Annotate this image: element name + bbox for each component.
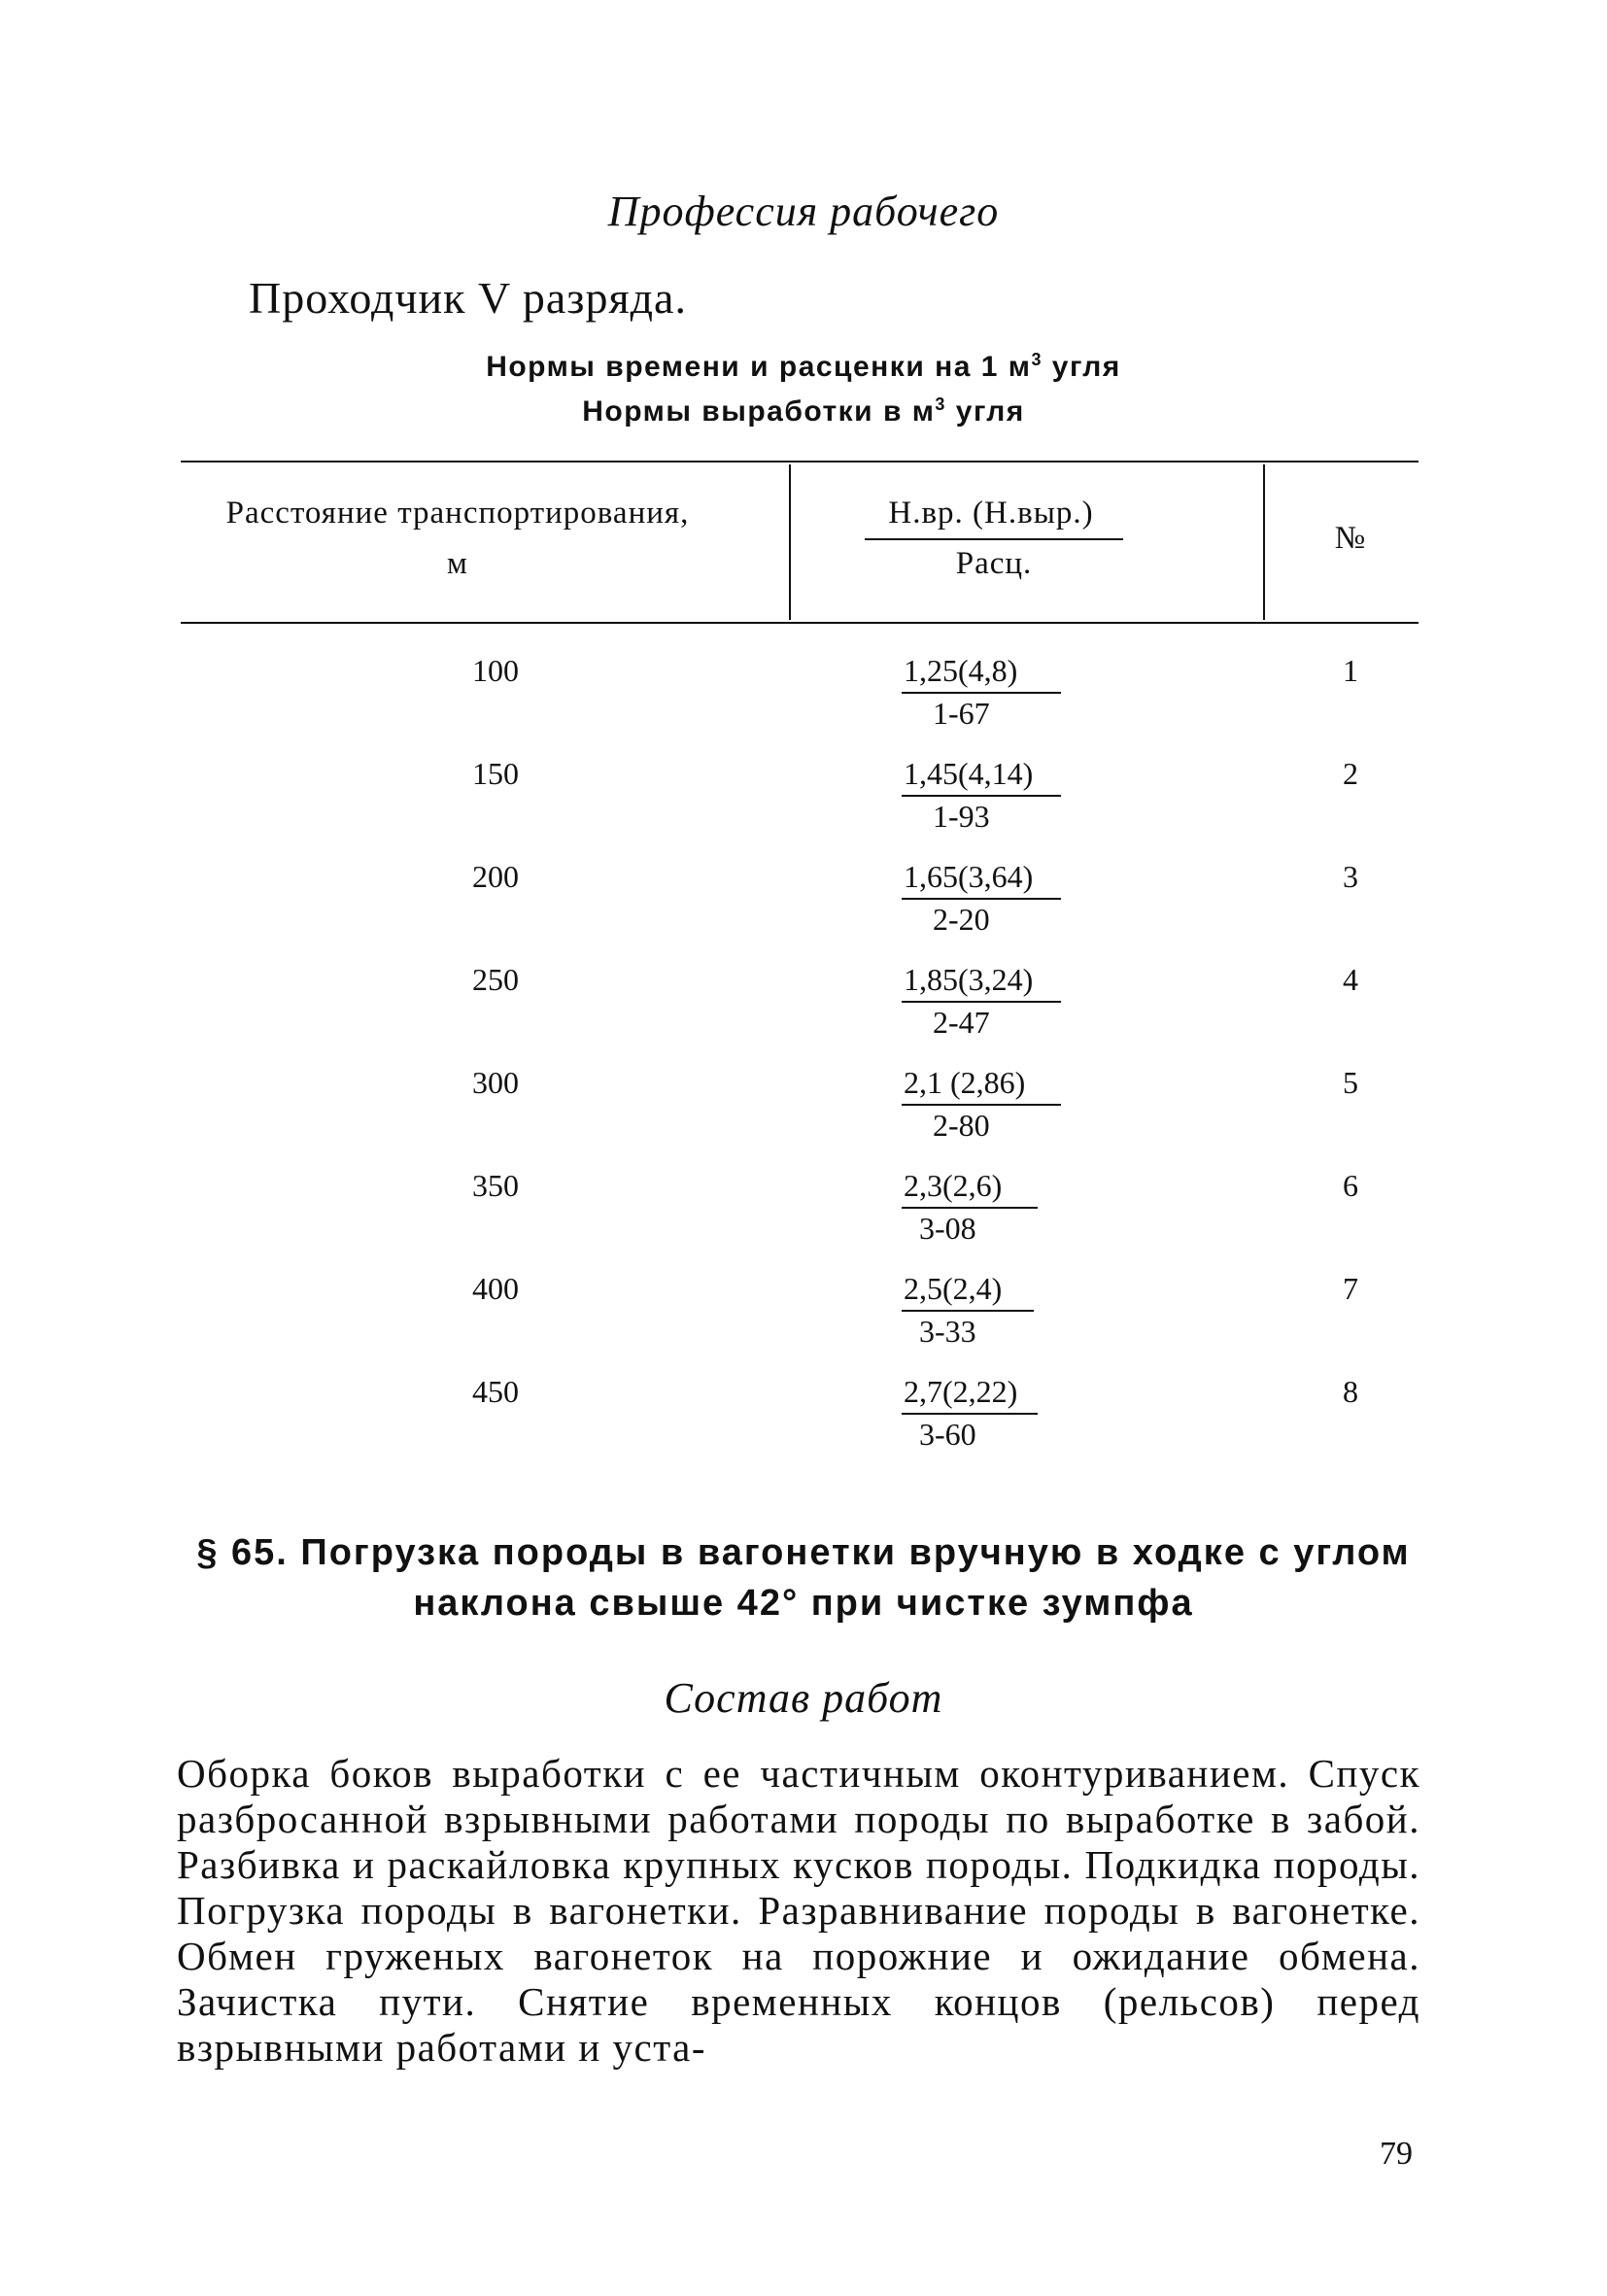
row-number: 5 <box>1343 1065 1358 1100</box>
row-number: 6 <box>1343 1168 1358 1203</box>
row-fraction-line <box>902 1310 1034 1312</box>
header-distance-unit: м <box>447 546 468 581</box>
profession-heading: Профессия рабочего <box>607 188 1000 235</box>
row-number: 7 <box>1343 1271 1358 1306</box>
column-divider-2 <box>1263 464 1265 620</box>
row-distance: 100 <box>472 653 519 688</box>
header-number: № <box>1334 521 1367 556</box>
worker-grade: Проходчик V разряда. <box>249 273 687 323</box>
header-norm: Н.вр. (Н.выр.) <box>888 496 1094 531</box>
row-norm: 1,45(4,14) <box>904 756 1034 791</box>
row-number: 1 <box>1343 653 1358 688</box>
header-distance: Расстояние транспортирования, <box>225 496 690 531</box>
row-rate: 1-93 <box>933 799 990 834</box>
row-rate: 3-08 <box>919 1211 976 1246</box>
page-number: 79 <box>1380 2136 1413 2172</box>
row-number: 8 <box>1343 1374 1358 1409</box>
row-norm: 2,1 (2,86) <box>904 1065 1026 1100</box>
row-norm: 1,25(4,8) <box>904 653 1018 688</box>
row-distance: 450 <box>472 1374 519 1409</box>
row-distance: 150 <box>472 756 519 791</box>
row-norm: 1,65(3,64) <box>904 859 1034 894</box>
row-norm: 2,5(2,4) <box>904 1271 1003 1306</box>
norms-title-line1: Нормы времени и расценки на 1 $м^3$ угля <box>486 350 1121 383</box>
section-title-line2: наклона свыше 42° при чистке зумпфа <box>413 1583 1194 1624</box>
header-fraction-line <box>865 538 1123 540</box>
table-header-rule <box>181 622 1419 624</box>
row-rate: 3-33 <box>919 1314 976 1349</box>
row-fraction-line <box>902 1001 1061 1003</box>
column-divider-1 <box>789 464 791 620</box>
row-norm: 1,85(3,24) <box>904 962 1034 997</box>
row-fraction-line <box>902 1104 1061 1106</box>
table-top-rule <box>181 461 1419 463</box>
row-distance: 350 <box>472 1168 519 1203</box>
works-heading: Состав работ <box>664 1674 943 1722</box>
row-number: 3 <box>1343 859 1358 894</box>
row-distance: 400 <box>472 1271 519 1306</box>
row-fraction-line <box>902 692 1061 694</box>
row-number: 2 <box>1343 756 1358 791</box>
row-fraction-line <box>902 1413 1038 1415</box>
row-fraction-line <box>902 795 1061 797</box>
row-distance: 200 <box>472 859 519 894</box>
row-fraction-line <box>902 898 1061 900</box>
section-title-line1: § 65. Погрузка породы в вагонетки вручную в ходке с углом <box>196 1532 1411 1573</box>
row-number: 4 <box>1343 962 1358 997</box>
header-rate: Расц. <box>955 546 1033 581</box>
row-norm: 2,3(2,6) <box>904 1168 1003 1203</box>
norms-title-line2: Нормы выработки в $м^3$ угля <box>582 394 1025 428</box>
row-norm: 2,7(2,22) <box>904 1374 1018 1409</box>
row-fraction-line <box>902 1207 1038 1209</box>
row-distance: 300 <box>472 1065 519 1100</box>
row-distance: 250 <box>472 962 519 997</box>
row-rate: 2-47 <box>933 1005 990 1040</box>
row-rate: 2-80 <box>933 1108 990 1143</box>
row-rate: 3-60 <box>919 1417 976 1452</box>
body-paragraph: Оборка боков выработки с ее частичным оконтуриванием. Спуск разбросанной взрывными работами породы по выработке в забой. Разбивка и раскайловка крупных кусков породы. Подкидка породы. Погрузка породы в вагонетки. Разравнивание породы в вагонетке. Обмен груженых вагонеток на порожние и ожидание обмена. Зачистка пути. Снятие временных концов (рельсов) перед взрывными работами и уста- <box>177 1751 1420 2070</box>
row-rate: 2-20 <box>933 902 990 937</box>
row-rate: 1-67 <box>933 696 990 731</box>
